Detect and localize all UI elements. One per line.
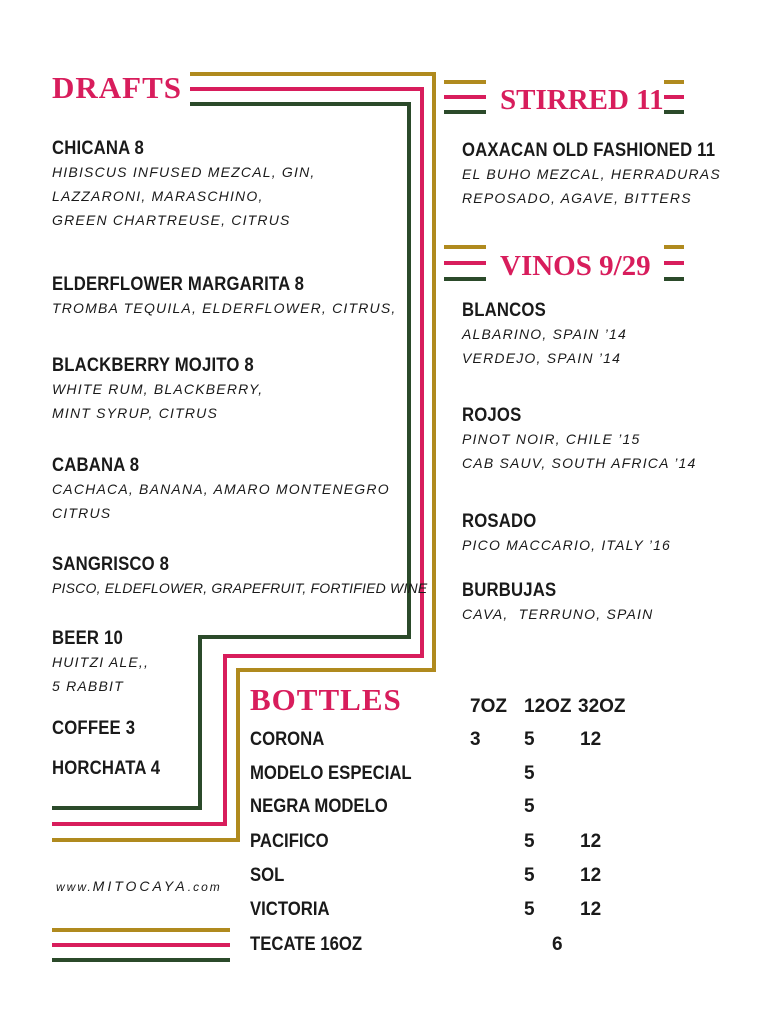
item-name: CHICANA 8: [52, 138, 145, 159]
drafts-item-cabana: [52, 455, 390, 525]
bottle-price-12oz: 5: [524, 831, 535, 852]
bottle-price-7oz: 3: [470, 729, 481, 750]
drafts-item-beer: [52, 628, 149, 698]
website-url: [56, 878, 222, 894]
bottle-name: MODELO ESPECIAL: [250, 763, 412, 784]
bottle-price-12oz: 5: [524, 763, 535, 784]
drafts-item-elderflower-margarita: [52, 274, 397, 320]
item-desc: CAB SAUV, SOUTH AFRICA ’14: [462, 455, 697, 471]
vinos-group-burbujas: [462, 580, 653, 626]
vinos-group-rojos: [462, 405, 697, 475]
bottle-name: NEGRA MODELO: [250, 796, 388, 817]
item-desc: WHITE RUM, BLACKBERRY,: [52, 381, 264, 397]
item-name: BLACKBERRY MOJITO 8: [52, 355, 254, 376]
bottle-name: PACIFICO: [250, 831, 329, 852]
item-name: ROSADO: [462, 511, 537, 532]
item-desc: TROMBA TEQUILA, ELDERFLOWER, CITRUS,: [52, 300, 397, 316]
item-name: SANGRISCO 8: [52, 554, 170, 575]
bottle-price-32oz: 12: [580, 729, 602, 750]
item-desc: MINT SYRUP, CITRUS: [52, 405, 219, 421]
vinos-group-rosado: [462, 511, 671, 557]
item-desc: HUITZI ALE,,: [52, 654, 150, 670]
item-desc: PICO MACCARIO, ITALY ’16: [462, 537, 672, 553]
drafts-title: DRAFTS: [52, 70, 183, 105]
stirred-item-oaxacan-old-fashioned: [462, 140, 750, 210]
item-name: ELDERFLOWER MARGARITA 8: [52, 274, 305, 295]
bottle-price-12oz: 5: [524, 899, 535, 920]
drafts-item-coffee: COFFEE 3: [52, 718, 136, 739]
item-desc: HIBISCUS INFUSED MEZCAL, GIN,: [52, 164, 316, 180]
item-name: BEER 10: [52, 628, 123, 649]
size-header-12oz: 12OZ: [524, 696, 572, 717]
bottle-price-12oz: 5: [524, 729, 535, 750]
drafts-item-horchata: HORCHATA 4: [52, 758, 161, 779]
item-desc: CAVA, TERRUNO, SPAIN: [462, 606, 654, 622]
item-desc: EL BUHO MEZCAL, HERRADURAS: [462, 166, 721, 182]
vinos-group-blancos: [462, 300, 627, 370]
bottle-name: SOL: [250, 865, 285, 886]
website-prefix: www.: [56, 880, 93, 894]
bottle-price-12oz: 5: [524, 865, 535, 886]
item-desc: CITRUS: [52, 505, 112, 521]
item-desc: LAZZARONI, MARASCHINO,: [52, 188, 264, 204]
stirred-title: STIRRED 11: [500, 84, 664, 116]
bottles-title: BOTTLES: [250, 682, 402, 717]
bottle-name: CORONA: [250, 729, 325, 750]
bottle-price-32oz: 12: [580, 831, 602, 852]
size-header-7oz: 7OZ: [470, 696, 507, 717]
vinos-title: VINOS 9/29: [500, 250, 651, 282]
item-desc: PISCO, ELDEFLOWER, GRAPEFRUIT, FORTIFIED WINE: [52, 580, 428, 596]
item-name: OAXACAN OLD FASHIONED 11: [462, 140, 716, 161]
item-name: CABANA 8: [52, 455, 140, 476]
bottle-name-tecate: TECATE 16OZ: [250, 934, 363, 955]
item-desc: ALBARINO, SPAIN ’14: [462, 326, 627, 342]
item-name: ROJOS: [462, 405, 522, 426]
bottle-price-12oz: 5: [524, 796, 535, 817]
drafts-item-blackberry-mojito: [52, 355, 281, 425]
size-header-32oz: 32OZ: [578, 696, 626, 717]
item-desc: VERDEJO, SPAIN ’14: [462, 350, 622, 366]
item-desc: REPOSADO, AGAVE, BITTERS: [462, 190, 692, 206]
website-name: MITOCAYA: [92, 878, 188, 894]
bottle-price-32oz: 12: [580, 865, 602, 886]
bottle-price-32oz: 12: [580, 899, 602, 920]
drafts-item-sangrisco: [52, 554, 427, 600]
item-name: BLANCOS: [462, 300, 546, 321]
bottle-name: VICTORIA: [250, 899, 330, 920]
item-name: BURBUJAS: [462, 580, 557, 601]
item-desc: GREEN CHARTREUSE, CITRUS: [52, 212, 291, 228]
item-desc: 5 RABBIT: [52, 678, 124, 694]
item-desc: CACHACA, BANANA, AMARO MONTENEGRO: [52, 481, 390, 497]
bottle-price-tecate: 6: [552, 934, 563, 955]
drafts-item-chicana: [52, 138, 316, 232]
item-desc: PINOT NOIR, CHILE ’15: [462, 431, 641, 447]
website-suffix: .com: [187, 880, 222, 894]
